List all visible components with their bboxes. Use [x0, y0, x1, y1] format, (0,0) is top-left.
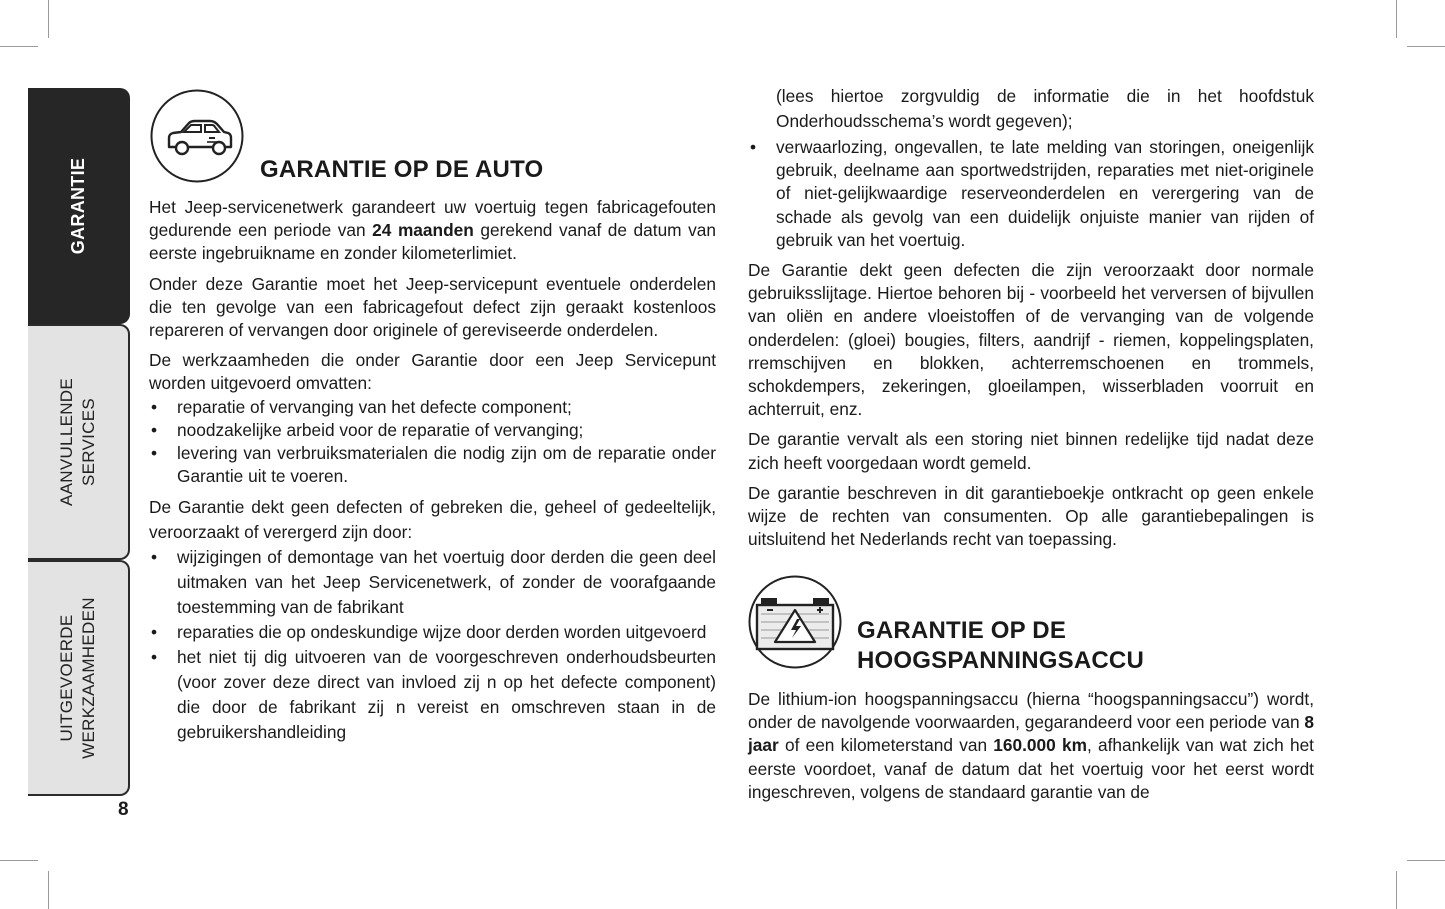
paragraph: De Garantie dekt geen defecten of gebreken die, geheel of gedeeltelijk, veroorzaakt of verergerd zijn door: [149, 497, 716, 543]
tab-uitgevoerde-werkzaamheden-label: UITGEVOERDE WERKZAAMHEDEN [57, 597, 98, 759]
list-item: • levering van verbruiksmaterialen die nodig zijn om de reparatie onder Garantie uit te voeren. [149, 442, 716, 488]
list-item: • het niet tij dig uitvoeren van de voorgeschreven onderhoudsbeurten (voor zover deze direct van invloed zij n op het defecte component) die door de fabrikant zij n vereist en omschreven staan in de gebruikershandleiding [149, 645, 716, 745]
page-number: 8 [118, 799, 129, 820]
crop-mark [0, 860, 38, 861]
crop-mark [1407, 860, 1445, 861]
list-item: • verwaarlozing, ongevallen, te late melding van storingen, oneigenlijk gebruik, deelname aan sportwedstrijden, reparaties met niet-originele of niet-gelijkwaardige reserveonderdelen en verergering van de schade als gevolg van een duidelijk onjuiste manier van rijden of gebruik van het voertuig. [748, 136, 1314, 252]
right-column-bottom [748, 688, 1314, 804]
paragraph: De Garantie dekt geen defecten die zijn veroorzaakt door normale gebruiksslijtage. Hiertoe behoren bij - voorbeeld het verversen of bijvullen van oliën en andere vloeistoffen of de vervanging van de volgende onderdelen: (gloei) bougies, filters, aandrijf - riemen, koppelingsplaten, rremschijven en blokken, achterremschoenen en trommels, schokdempers, zekeringen, gloeilampen, wisserbladen voorruit en achterruit, enz. [748, 260, 1314, 420]
crop-mark [0, 46, 38, 47]
paragraph: Onder deze Garantie moet het Jeep-servicepunt eventuele onderdelen die ten gevolge van een fabricagefout defect zijn geraakt kostenloos repareren of vervangen door originele of gereviseerde onderdelen. [149, 273, 716, 341]
section-heading-hoogspanningsaccu [857, 616, 1297, 676]
tab-garantie[interactable] [28, 88, 130, 324]
list-item: • noodzakelijke arbeid voor de reparatie of vervanging; [149, 419, 716, 442]
section-title-line: GARANTIE OP DE [857, 617, 1067, 644]
tab-uitgevoerde-werkzaamheden[interactable] [28, 560, 130, 796]
tab-garantie-label: GARANTIE [68, 157, 88, 255]
paragraph: De garantie vervalt als een storing niet binnen redelijke tijd nadat deze zich heeft voorgedaan wordt gemeld. [748, 429, 1314, 473]
bullet-list [748, 136, 1314, 252]
bullet-list [149, 545, 716, 745]
list-item: • reparatie of vervanging van het defecte component; [149, 396, 716, 419]
section-title-garantie-auto: GARANTIE OP DE AUTO [260, 156, 544, 183]
paragraph: De garantie beschreven in dit garantieboekje ontkracht op geen enkele wijze de rechten van consumenten. Op alle garantiebepalingen is uitsluitend het Nederlands recht van toepassing. [748, 482, 1314, 550]
high-voltage-battery-icon [747, 574, 843, 670]
tab-aanvullende-services-label: AANVULLENDE SERVICES [57, 377, 98, 507]
bullet-list [149, 396, 716, 489]
crop-mark [1396, 0, 1397, 38]
list-item-continuation: (lees hiertoe zorgvuldig de informatie die in het hoofdstuk Onderhoudsschema’s wordt gegeven); [776, 86, 1314, 131]
crop-mark [1407, 46, 1445, 47]
right-column [748, 84, 1314, 558]
left-column [149, 155, 716, 752]
list-item: • reparaties die op ondeskundige wijze door derden worden uitgevoerd [149, 620, 716, 645]
paragraph: De werkzaamheden die onder Garantie door een Jeep Servicepunt worden uitgevoerd omvatten: [149, 350, 716, 394]
paragraph: De lithium-ion hoogspanningsaccu (hierna “hoogspanningsaccu”) wordt, onder de navolgende voorwaarden, gegarandeerd voor een periode van 8 jaar of een kilometerstand van 160.000 km, afhankelijk van wat zich het eerste voordoet, vanaf de datum dat het voertuig voor het eerst wordt ingeschreven, volgens de standaard garantie van de [748, 689, 1314, 802]
list-item: • wijzigingen of demontage van het voertuig door derden die geen deel uitmaken van het Jeep Servicenetwerk, of zonder de voorafgaande toestemming van de fabrikant [149, 545, 716, 620]
section-title-line: HOOGSPANNINGSACCU [857, 647, 1144, 674]
paragraph: Het Jeep-servicenetwerk garandeert uw voertuig tegen fabricagefouten gedurende een periode van 24 maanden gerekend vanaf de datum van eerste ingebruikname en zonder kilometerlimiet. [149, 197, 716, 264]
crop-mark [1396, 871, 1397, 909]
crop-mark [48, 0, 49, 38]
tab-aanvullende-services[interactable] [28, 324, 130, 560]
crop-mark [48, 871, 49, 909]
